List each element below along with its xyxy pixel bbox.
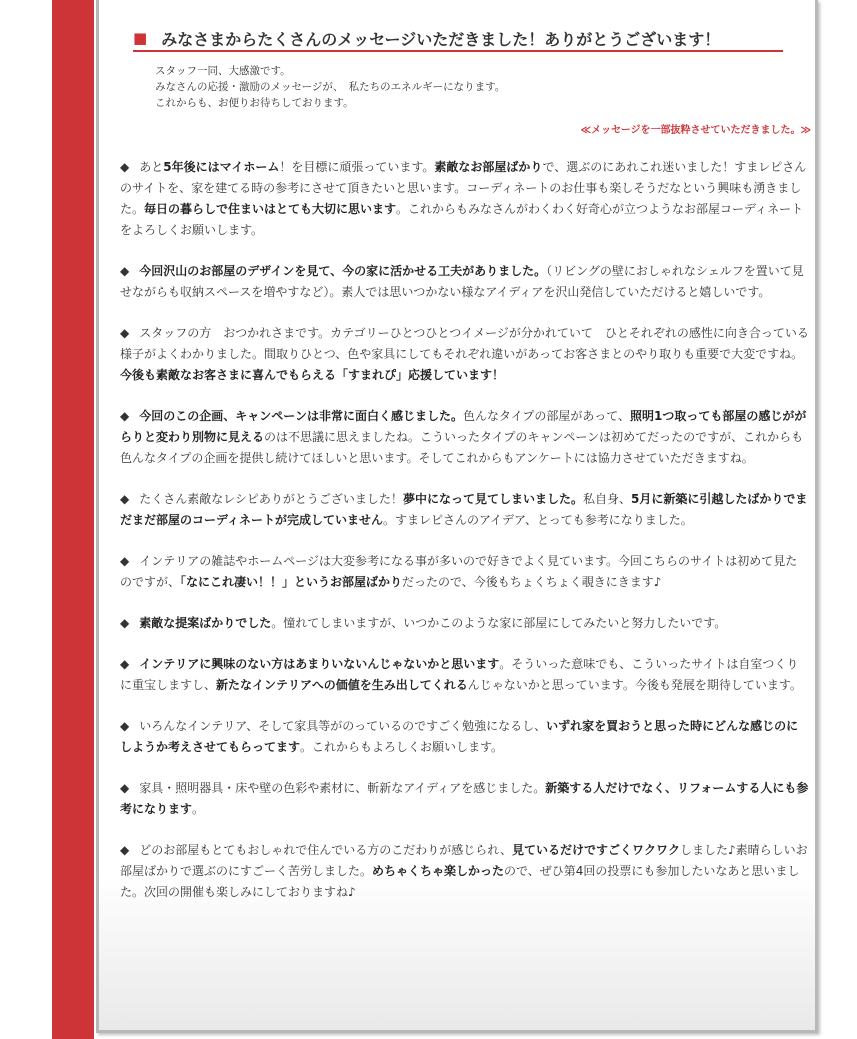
intro-line: みなさんの応援・激励のメッセージが、 私たちのエネルギーになります。: [155, 81, 506, 93]
message-emphasis: 5年後にはマイホーム: [163, 160, 280, 174]
message-text: あと: [139, 160, 164, 174]
message-emphasis: インテリアに興味のない方はあまりいないんじゃないかと思います: [139, 657, 500, 671]
message-emphasis: めちゃくちゃ楽しかった: [372, 864, 505, 878]
message-text: で、選ぶのにあれこれ迷いました！すまレピさんのサイトを、家を建てる時の参考にさせて頂きたいと思います。コーディネートのお仕事も楽しそうだなという興味も湧きました。: [120, 160, 807, 216]
message-list: [120, 157, 809, 923]
message-item: [120, 654, 809, 696]
message-emphasis: 新たなインテリアへの価値を生み出してくれる: [216, 678, 468, 692]
message-text: 。そういった意味でも、こういったサイトは自室つくりに重宝しますし、: [120, 657, 799, 692]
message-item: [120, 840, 809, 903]
message-emphasis: 照明1つ取っても部屋の感じががらりと変わり別物に見える: [120, 409, 807, 444]
diamond-bullet-icon: ◆: [120, 409, 130, 423]
diamond-bullet-icon: ◆: [120, 160, 130, 174]
message-text: んじゃないかと思っています。今後も発展を期待しています。: [467, 678, 802, 692]
message-text: だったので、今後もちょくちょく覗きにきます♪: [402, 575, 662, 589]
message-emphasis: 見ているだけですごくワクワク: [511, 843, 680, 857]
excerpt-note: ≪メッセージを一部抜粋させていただきました。≫: [580, 125, 811, 136]
section-heading: [133, 26, 783, 52]
message-text: どのお部屋もとてもおしゃれで住んでいる方のこだわりが感じられ、: [139, 843, 512, 857]
message-emphasis: 今回のこの企画、キャンペーンは非常に面白く感じました。: [139, 409, 463, 423]
message-text: 。すまレピさんのアイデア、とっても参考になりました。: [383, 513, 693, 527]
message-text: いろんなインテリア、そして家具等がのっているのですごく勉強になるし、: [139, 719, 547, 733]
message-emphasis: 新築する人だけでなく、リフォームする人にも参考になります: [120, 781, 809, 816]
intro-line: スタッフ一同、大感激です。: [155, 65, 291, 77]
message-emphasis: 素敵なお部屋ばかり: [434, 160, 543, 174]
message-item: [120, 716, 809, 758]
message-text: ！を目標に頑張っています。: [279, 160, 435, 174]
message-text: スタッフの方 おつかれさまです。カテゴリーひとつひとつイメージが分かれていて ひとそれぞれの感性に向き合っている様子がよくわかりました。間取りひとつ、色や家具にしてもそれぞれ違いがあってお客さまとのやり取りも重要で大変ですね。: [120, 326, 809, 361]
message-text: 私自身、: [582, 492, 631, 506]
diamond-bullet-icon: ◆: [120, 492, 130, 506]
diamond-bullet-icon: ◆: [120, 616, 130, 630]
message-text: 家具・照明器具・床や壁の色彩や素材に、斬新なアイディアを感じました。: [139, 781, 546, 795]
intro-line: これからも、お便りお待ちしております。: [155, 97, 354, 109]
message-text: ので、ぜひ第4回の投票にも参加したいなあと思いました。次回の開催も楽しみにしておりますね♪: [120, 864, 800, 899]
diamond-bullet-icon: ◆: [120, 719, 130, 733]
message-item: [120, 406, 809, 469]
diamond-bullet-icon: ◆: [120, 781, 130, 795]
diamond-bullet-icon: ◆: [120, 554, 130, 568]
message-item: [120, 157, 809, 241]
message-text: のは不思議に思えましたね。こういったタイプのキャンペーンは初めてだったのですが、これからも色んなタイプの企画を提供し続けてほしいと思います。そしてこれからもアンケートには協力させていただきますね。: [120, 430, 804, 465]
square-bullet-icon: ■: [133, 28, 148, 47]
message-text: （リビングの壁におしゃれなシェルフを置いて見せながらも収納スペースを増やすなど）。素人では思いつかない様なアイディアを沢山発信していただけると嬉しいです。: [120, 264, 804, 299]
message-text: たくさん素敵なレシピありがとうございました！: [139, 492, 403, 506]
diamond-bullet-icon: ◆: [120, 264, 130, 278]
message-panel: [96, 0, 818, 1033]
message-item: [120, 323, 809, 386]
message-emphasis: 毎日の暮らしで住まいはとても大切に思います: [144, 202, 397, 216]
message-item: [120, 551, 809, 593]
left-accent-bar: [52, 0, 94, 1039]
message-emphasis: 素敵な提案ばかりでした: [139, 616, 272, 630]
message-item: [120, 261, 809, 303]
message-item: [120, 613, 809, 634]
diamond-bullet-icon: ◆: [120, 657, 130, 671]
message-text: 。これからもみなさんがわくわく好奇心が立つようなお部屋コーディネートをよろしくお願いします。: [120, 202, 804, 237]
intro-text: [155, 63, 715, 111]
section-title: みなさまからたくさんのメッセージいただきました！ありがとうございます！: [161, 29, 721, 49]
message-text: 色んなタイプの部屋があって、: [463, 409, 631, 423]
message-item: [120, 489, 809, 531]
message-emphasis: 夢中になって見てしまいました。: [402, 492, 583, 506]
message-item: [120, 778, 809, 820]
diamond-bullet-icon: ◆: [120, 326, 130, 340]
message-text: 。: [192, 802, 205, 816]
diamond-bullet-icon: ◆: [120, 843, 130, 857]
message-text: 。これからもよろしくお願いします。: [300, 740, 504, 754]
message-emphasis: 5月に新築に引越したばかりでまだまだ部屋のコーディネートが完成していません: [120, 492, 808, 527]
message-emphasis: 「なにこれ凄い！！」というお部屋ばかり: [180, 575, 403, 589]
message-text: 。憧れてしまいますが、いつかこのような家に部屋にしてみたいと努力したいです。: [271, 616, 727, 630]
message-text: しました♪素晴らしいお部屋ばかりで選ぶのにすごーく苦労しました。: [120, 843, 808, 878]
message-emphasis: 今回沢山のお部屋のデザインを見て、今の家に活かせる工夫がありました。: [139, 264, 547, 278]
message-emphasis: いずれ家を買おうと思った時にどんな感じのにしようか考えさせてもらってます: [120, 719, 799, 754]
message-emphasis: 今後も素敵なお客さまに喜んでもらえる「すまれぴ」応援しています！: [120, 368, 505, 382]
message-text: インテリアの雑誌やホームページは大変参考になる事が多いので好きでよく見ています。今回こちらのサイトは初めて見たのですが、: [120, 554, 798, 589]
